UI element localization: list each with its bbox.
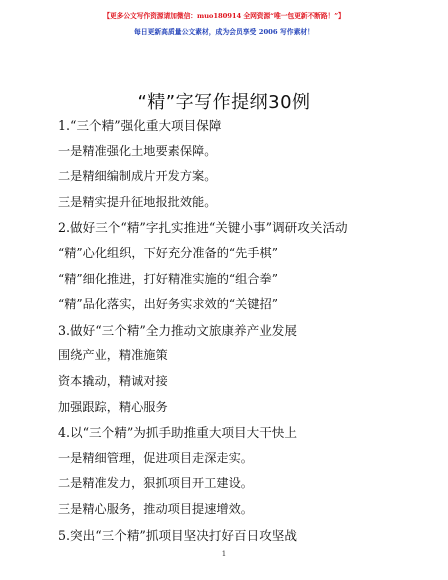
outline-item: 三是精实提升征地报批效能。	[58, 194, 217, 209]
outline-item: 一是精准强化土地要素保障。	[58, 143, 217, 158]
outline-heading: 1.“三个精”强化重大项目保障	[58, 118, 222, 133]
outline-item: “精”细化推进，打好精准实施的“组合拳”	[58, 271, 278, 286]
page-number: 1	[221, 550, 227, 558]
outline-heading: 4.以“三个精”为抓手助推重大项目大干快上	[58, 425, 297, 441]
outline-heading: 2.做好三个“精”字扎实推进“关键小事”调研攻关活动	[58, 220, 348, 236]
outline-item: 一是精细管理，促进项目走深走实。	[58, 450, 253, 465]
outline-item: 二是精细编制成片开发方案。	[58, 169, 217, 184]
outline-item: 加强跟踪，精心服务	[58, 399, 168, 414]
promo-banner-blue: 每日更新高质量公文素材，成为会员享受 2006 写作素材！	[134, 28, 314, 36]
outline-item: 资本撬动，精诚对接	[58, 373, 168, 388]
document-title: “精”字写作提纲30例	[137, 92, 311, 113]
outline-item: 二是精准发力，狠抓项目开工建设。	[58, 476, 253, 491]
outline-list	[58, 113, 438, 548]
outline-heading: 5.突出“三个精”抓项目坚决打好百日攻坚战	[58, 527, 297, 543]
outline-item: “精”心化组织，下好充分准备的“先手棋”	[58, 245, 278, 260]
outline-item: “精”品化落实，出好务实求效的“关键招”	[58, 297, 278, 312]
outline-item: 围绕产业，精准施策	[58, 348, 168, 363]
outline-heading: 3.做好“三个精”全力推动文旅康养产业发展	[58, 322, 297, 338]
promo-banner-red: 【更多公文写作资源请加微信：muo180914 全网资源“唯一包更新不断路！”】	[103, 12, 345, 20]
outline-item: 三是精心服务，推动项目提速增效。	[58, 501, 253, 516]
